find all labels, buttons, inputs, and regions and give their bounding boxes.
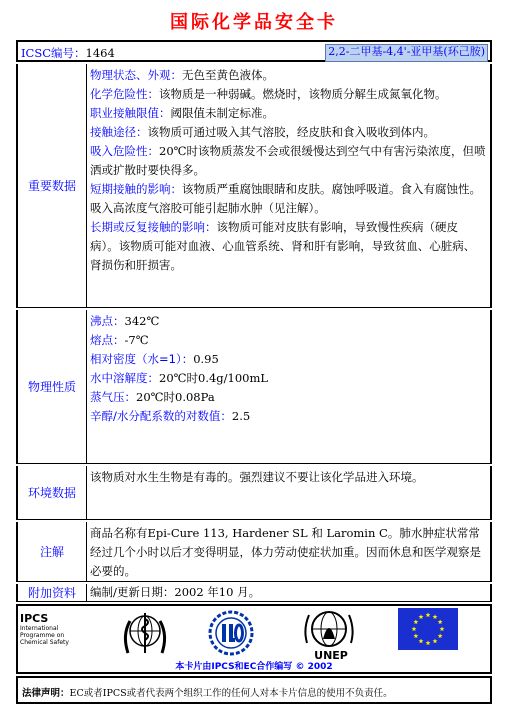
important-item-text: 该物质可通过吸入其气溶胶，经皮肤和食入吸收到体内。 [147, 125, 435, 139]
section-label: 注解 [18, 522, 87, 581]
physical-item [90, 388, 486, 407]
section-body [87, 522, 490, 581]
section-notes [16, 522, 492, 582]
important-item-key: 长期或反复接触的影响： [90, 220, 217, 234]
page-title: 国际化学品安全卡 [170, 12, 338, 33]
physical-item-key: 相对密度（水=1）： [90, 352, 194, 366]
important-item-text: 无色至黄色液体。 [182, 68, 274, 82]
icsc-number-value: 1464 [85, 46, 115, 60]
physical-item-text: 0.95 [193, 352, 219, 366]
physical-item-key: 沸点： [90, 314, 125, 328]
physical-item-text: 2.5 [231, 409, 251, 423]
footer-credit: 本卡片由IPCS和EC合作编写 © 2002 [175, 662, 333, 672]
environment-text: 该物质对水生生物是有毒的。强烈建议不要让该化学品进入环境。 [90, 470, 424, 484]
section-body [87, 466, 490, 519]
physical-item [90, 350, 486, 369]
section-environmental-data [16, 466, 492, 520]
unep-emblem-icon [301, 609, 357, 649]
physical-item-key: 水中溶解度： [90, 371, 159, 385]
physical-item-text: 20℃时0.4g/100mL [159, 371, 269, 385]
section-label: 重要数据 [18, 64, 87, 307]
ipcs-title: IPCS [20, 612, 49, 625]
legal-label: 法律声明： [22, 688, 70, 699]
physical-item [90, 312, 486, 331]
important-item [90, 180, 486, 218]
physical-item [90, 331, 486, 350]
eu-flag-icon [398, 608, 458, 650]
icsc-header-row [16, 40, 492, 62]
section-label: 环境数据 [18, 466, 87, 519]
important-item-text: 该物质严重腐蚀眼睛和皮肤。腐蚀呼吸道。食入有腐蚀性。吸入高浓度气溶胶可能引起肺水肿（见注解）。 [90, 182, 481, 215]
legal-text: EC或者IPCS或者代表两个组织工作的任何人对本卡片信息的使用不负责任。 [69, 688, 393, 699]
important-item-text: 该物质是一种弱碱。燃烧时，该物质分解生成氮氧化物。 [159, 87, 447, 101]
section-label: 附加资料 [18, 584, 87, 601]
physical-item-text: -7℃ [124, 333, 149, 347]
legal-disclaimer [22, 685, 393, 699]
physical-item-text: 342℃ [124, 314, 160, 328]
important-item-text: 该物质可能对皮肤有影响，导致慢性疾病（硬皮病）。该物质可能对血液、心血管系统、肾和肝有影响，导致贫血、心脏病、肾损伤和肝损害。 [90, 220, 476, 272]
section-additional-info [16, 584, 492, 602]
physical-item [90, 369, 486, 388]
icsc-number-label: ICSC编号： [21, 46, 86, 60]
physical-item-text: 20℃时0.08Pa [136, 390, 215, 404]
section-physical-properties [16, 310, 492, 464]
ilo-emblem-icon [206, 609, 256, 657]
important-item [90, 218, 486, 275]
ipcs-subtitle-line: Programme on [20, 632, 65, 639]
important-item-text: 20℃时该物质蒸发不会或很缓慢达到空气中有害污染浓度，但喷洒或扩散时要快得多。 [90, 144, 486, 177]
important-item [90, 66, 486, 85]
ipcs-subtitle-line: International [20, 625, 59, 632]
chemical-name[interactable]: 2,2-二甲基-4,4'-亚甲基(环己胺) [325, 44, 488, 62]
important-item-text: 阈限值未制定标准。 [170, 106, 274, 120]
footer-logos [16, 604, 492, 674]
important-item-key: 吸入危险性： [90, 144, 159, 158]
extra-text: 编制/更新日期：2002 年10 月。 [90, 585, 261, 599]
section-body [87, 64, 490, 307]
icsc-number [21, 45, 115, 61]
section-important-data [16, 64, 492, 308]
who-emblem-icon [120, 609, 170, 657]
note-text: 商品名称有Epi-Cure 113, Hardener SL 和 Laromin C。肺水肿症状常常经过几个小时以后才变得明显，体力劳动使症状加重。因而休息和医学观察是必要的。 [90, 526, 481, 578]
important-item-key: 职业接触限值： [90, 106, 171, 120]
physical-item-key: 熔点： [90, 333, 125, 347]
important-item [90, 85, 486, 104]
ipcs-subtitle-line: Chemical Safety [20, 639, 69, 646]
important-item-key: 接触途径： [90, 125, 148, 139]
section-body [87, 584, 490, 601]
physical-item [90, 407, 486, 426]
physical-item-key: 辛醇/水分配系数的对数值： [90, 409, 232, 423]
important-item [90, 123, 486, 142]
section-label: 物理性质 [18, 310, 87, 463]
important-item-key: 化学危险性： [90, 87, 159, 101]
important-item [90, 142, 486, 180]
unep-wordmark: UNEP [314, 649, 348, 662]
important-item-key: 物理状态、外观： [90, 68, 182, 82]
important-item [90, 104, 486, 123]
physical-item-key: 蒸气压： [90, 390, 136, 404]
legal-disclaimer-box [16, 676, 492, 704]
important-item-key: 短期接触的影响： [90, 182, 182, 196]
ipcs-logo [20, 612, 104, 646]
section-body [87, 310, 490, 463]
